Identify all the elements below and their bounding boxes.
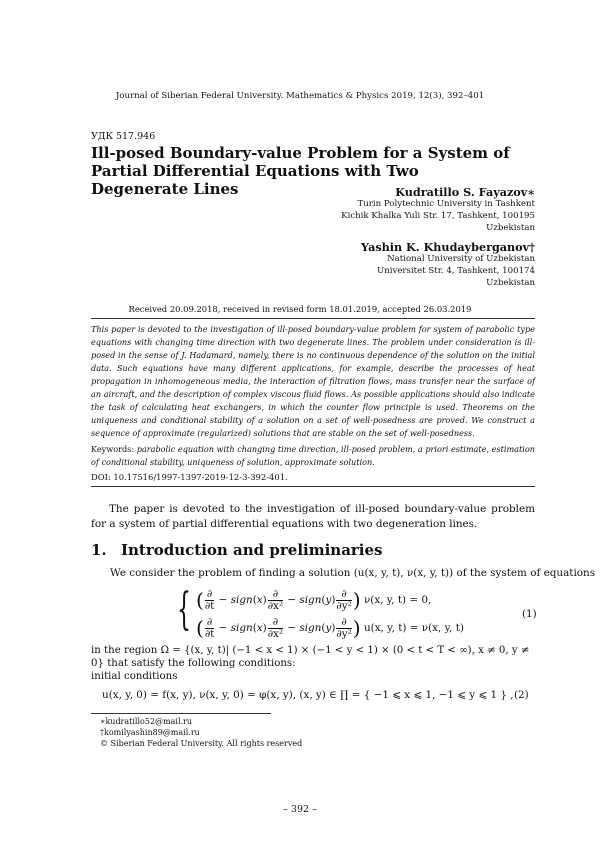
region-definition: in the region Ω = {(x, y, t)| (−1 < x < 1) × (−1 < y < 1) × (0 < t < T < ∞), x ≠ 0, y ≠ 0} that satisfy the following conditions: [91,645,530,669]
paper-title: Ill-posed Boundary-value Problem for a System of Partial Differential Equations with Two Degenerate Lines [91,144,510,198]
summary-paragraph: The paper is devoted to the investigation of ill-posed boundary-value problem for a system of partial differential equations with two degeneration lines. [91,503,535,530]
section-heading [91,541,383,559]
keywords-text: parabolic equation with changing time direction, ill-posed problem, a priori estimate, estimation of conditional stability, uniqueness of solution, approximate solution. [91,444,535,467]
keywords [91,443,535,469]
abstract: This paper is devoted to the investigation of ill-posed boundary-value problem for system of parabolic type equations with changing time direction with two degenerate lines. The problem under consideration is ill-posed in the sense of J. Hadamard, namely, there is no continuous dependence of the solution on the initial data. Such equations have many different applications, for example, describe the processes of heat propagation in inhomogeneous media, the interaction of filtration flows, mass transfer near the surface of an aircraft, and the description of complex viscous fluid flows. As possible applications should also indicate the task of calculating heat exchangers, in which the counter flow principle is used. Theorems on the uniqueness and conditional stability of a solution on a set of well-posedness are proved. We construct a sequence of approximate (regularized) solutions that are stable on the set of well-posedness. [91,324,535,438]
equation-1-line-1-rhs: ν(x, y, t) = 0, [363,594,432,606]
author-2-name: Yashin K. Khudayberganov† [360,240,535,254]
udk-code: УДК 517.946 [91,131,156,142]
footnote-email-1: ∗kudratillo52@mail.ru [100,717,193,726]
section-number: 1. [91,541,107,559]
equation-2-number: (2) [514,689,529,701]
keywords-label: Keywords: [91,444,135,454]
equation-1-number: (1) [522,608,537,620]
affiliation-line: Universitet Str. 4, Tashkent, 100174 [376,266,535,277]
equation-1-line-2: ( $\frac{\partial}{\partial t}$ − sign(x) $\frac{\partial}{\text{∂x²}}$ − sign(y) $\frac{\partial}{\text{∂y²}}$ ) u(x, y, t) = ν(x, y, t) [196,615,464,640]
journal-header: Journal of Siberian Federal University. Mathematics & Physics 2019, 12(3), 392–401 [115,91,485,101]
initial-conditions-label: initial conditions [91,671,178,682]
received-dates: Received 20.09.2018, received in revised form 18.01.2019, accepted 26.03.2019 [128,304,472,314]
affiliation-line: Uzbekistan [486,223,535,234]
footnote-copyright: © Siberian Federal University. All rights reserved [100,739,303,748]
affiliation-line: Uzbekistan [486,278,535,289]
equation-1-line-1: ( $\frac{\partial}{\partial t}$ − sign(x) $\frac{\partial}{\text{∂x²}}$ − sign(y) $\frac{\partial}{\text{∂y²}}$ ) ν(x, y, t) = 0, [196,587,432,612]
system-brace: { [177,584,191,635]
author-2-affiliation [377,253,535,290]
affiliation-line: National University of Uzbekistan [387,254,535,264]
affiliation-line: Kichik Khalka Yuli Str. 17, Tashkent, 100195 [341,211,535,222]
author-1-name: Kudratillo S. Fayazov∗ [395,185,535,199]
footnotes [100,716,302,749]
footnote-divider [91,713,271,714]
footnote-email-2: †komilyashin89@mail.ru [100,728,200,737]
divider [91,486,535,487]
divider [91,318,535,319]
author-1-affiliation [341,198,535,235]
equation-2: u(x, y, 0) = f(x, y), ν(x, y, 0) = φ(x, y), (x, y) ∈ ∏ = { −1 ⩽ x ⩽ 1, −1 ⩽ y ⩽ 1 } , [102,689,514,701]
equation-1-line-2-rhs: u(x, y, t) = ν(x, y, t) [363,622,464,634]
doi: DOI: 10.17516/1997-1397-2019-12-3-392-401. [91,472,288,482]
page-number: – 392 – [283,804,317,815]
affiliation-line: Turin Polytechnic University in Tashkent [357,199,535,209]
intro-paragraph: We consider the problem of finding a solution (u(x, y, t), ν(x, y, t)) of the system of equations [110,567,596,579]
section-title: Introduction and preliminaries [121,541,383,559]
